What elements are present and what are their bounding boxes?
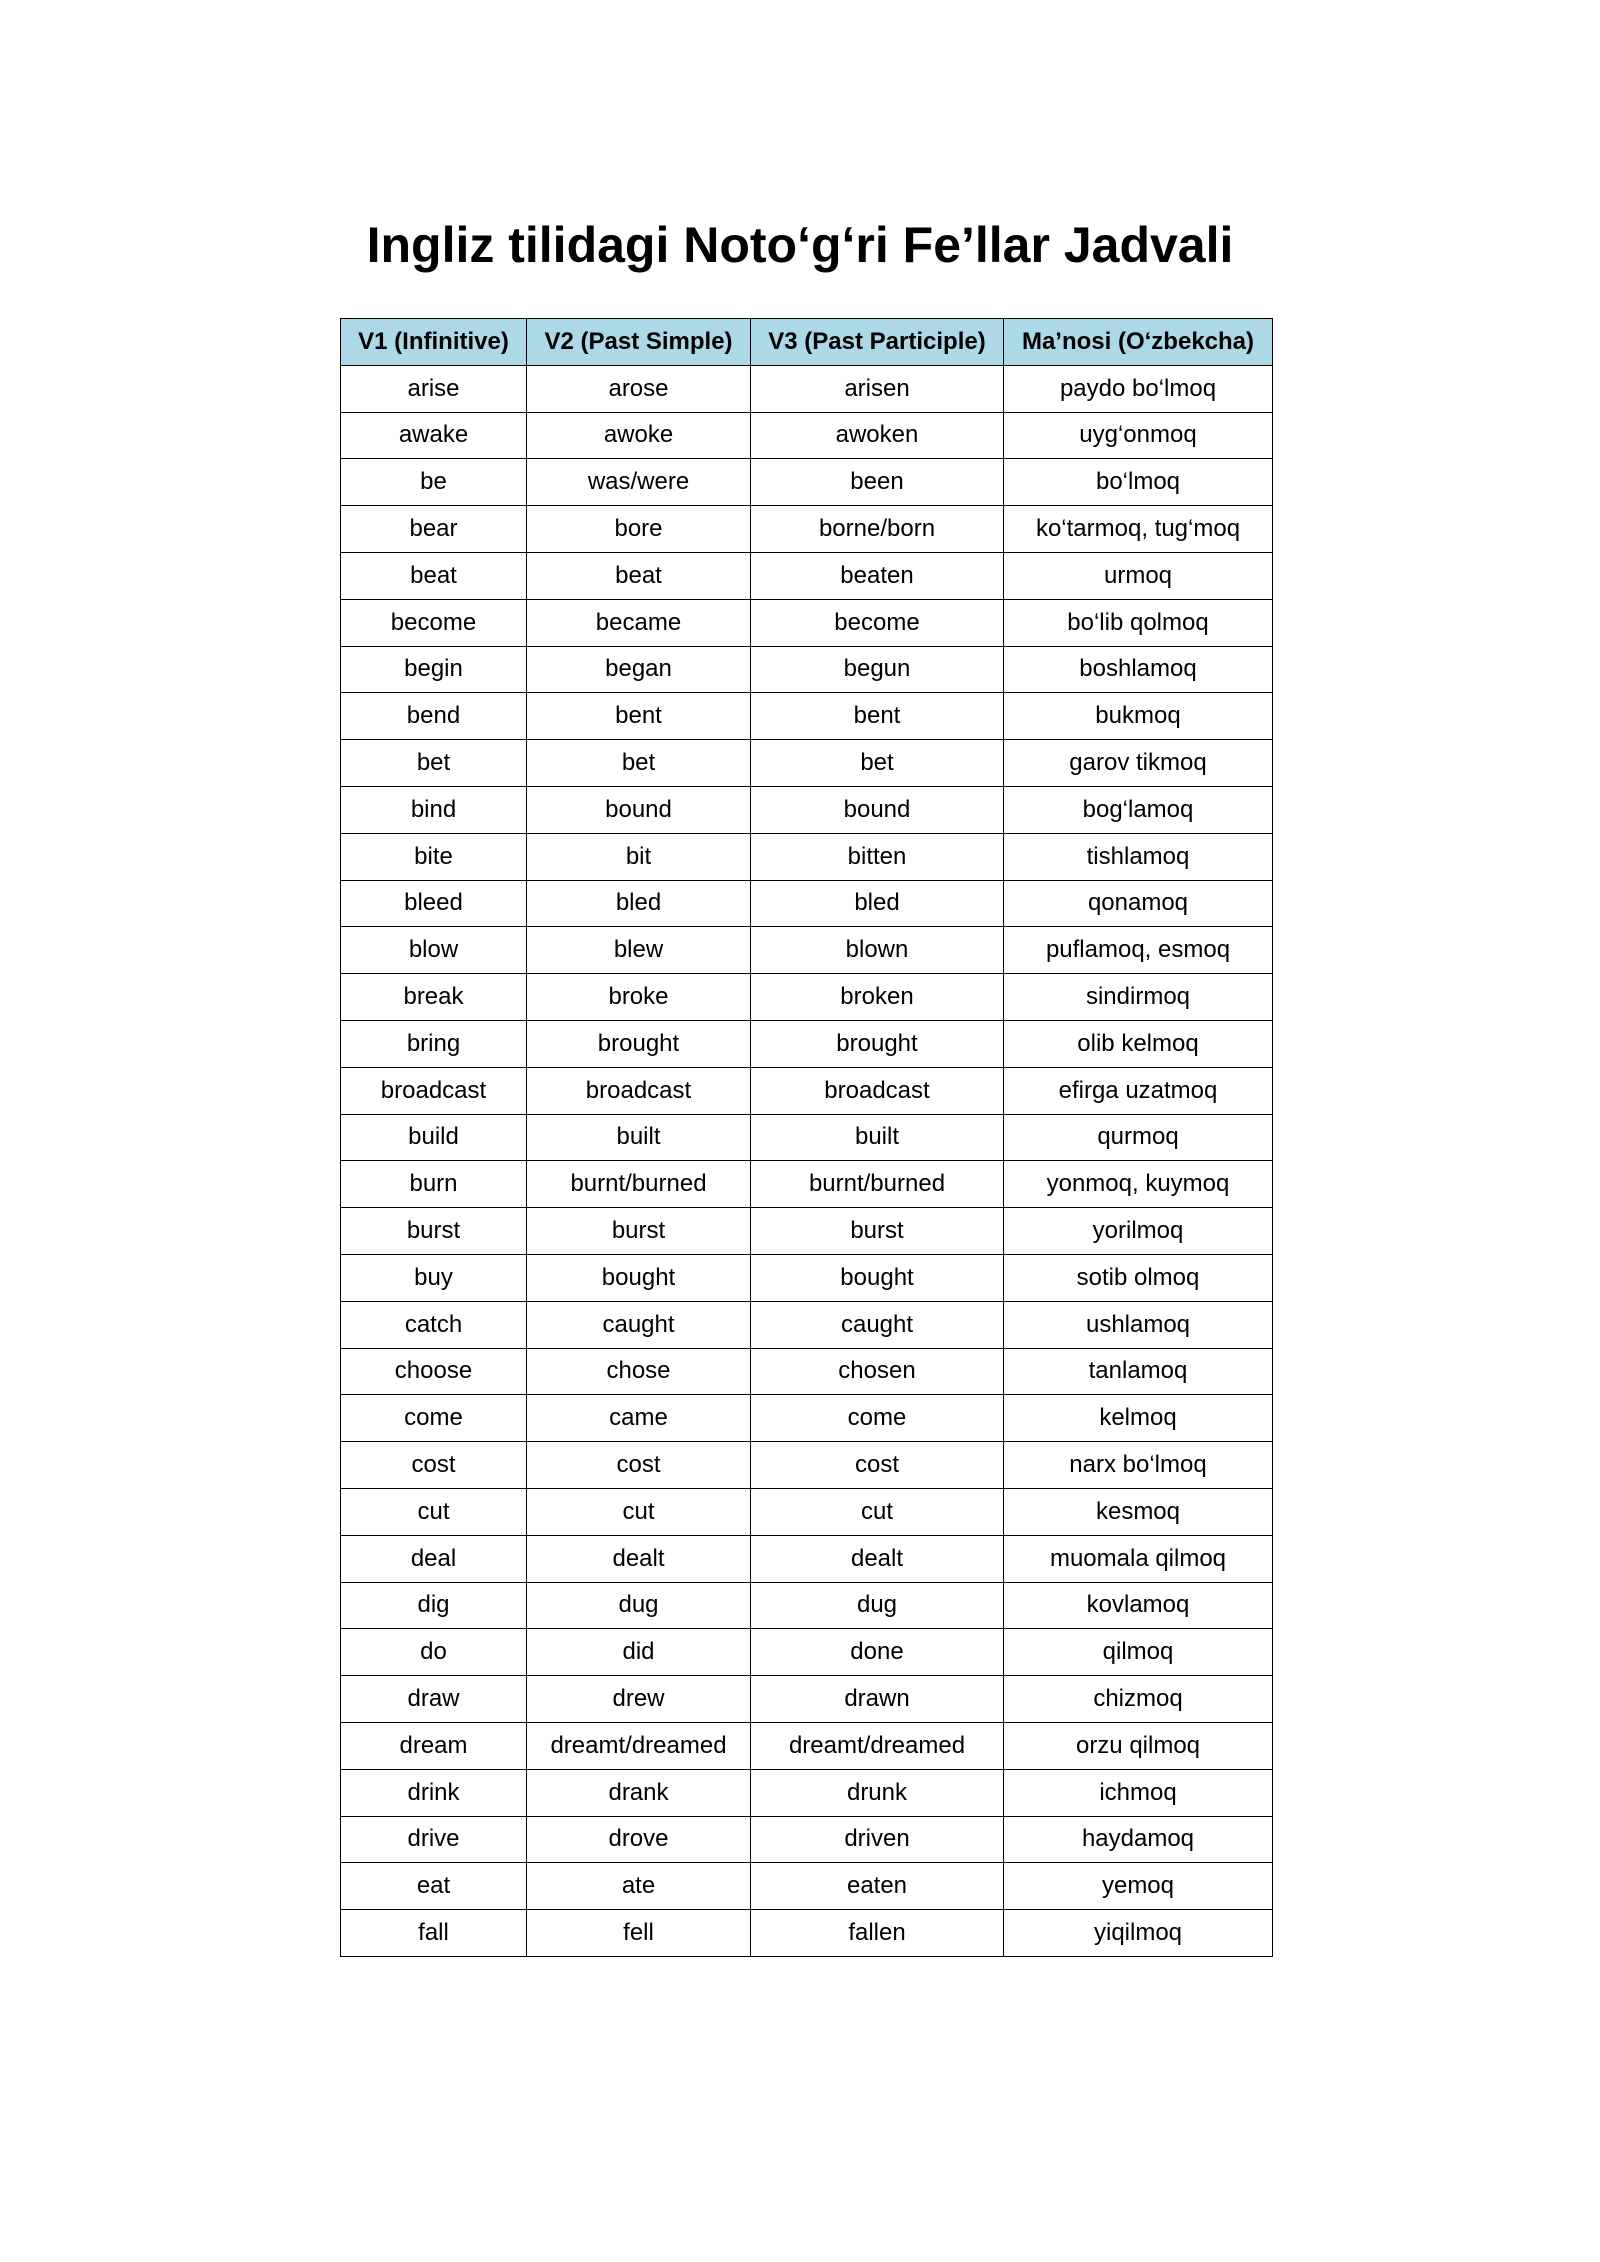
cell-v2: came xyxy=(527,1395,751,1442)
table-header-row xyxy=(341,319,1273,366)
cell-v2: bought xyxy=(527,1254,751,1301)
cell-v1: bend xyxy=(341,693,527,740)
cell-v1: begin xyxy=(341,646,527,693)
cell-v1: bring xyxy=(341,1020,527,1067)
table-row xyxy=(341,1254,1273,1301)
table-row xyxy=(341,1816,1273,1863)
cell-v3: done xyxy=(751,1629,1004,1676)
cell-v2: bet xyxy=(527,740,751,787)
cell-v1: come xyxy=(341,1395,527,1442)
cell-v3: come xyxy=(751,1395,1004,1442)
cell-v1: build xyxy=(341,1114,527,1161)
cell-meaning: yorilmoq xyxy=(1004,1208,1273,1255)
cell-v1: be xyxy=(341,459,527,506)
cell-v2: awoke xyxy=(527,412,751,459)
cell-meaning: efirga uzatmoq xyxy=(1004,1067,1273,1114)
table-row xyxy=(341,1067,1273,1114)
cell-v1: arise xyxy=(341,365,527,412)
cell-meaning: bog‘lamoq xyxy=(1004,786,1273,833)
table-row xyxy=(341,646,1273,693)
cell-v2: drank xyxy=(527,1769,751,1816)
cell-v1: fall xyxy=(341,1910,527,1957)
cell-v3: bet xyxy=(751,740,1004,787)
table-row xyxy=(341,459,1273,506)
cell-v3: broadcast xyxy=(751,1067,1004,1114)
cell-v1: do xyxy=(341,1629,527,1676)
table-row xyxy=(341,1301,1273,1348)
cell-meaning: urmoq xyxy=(1004,552,1273,599)
cell-meaning: yonmoq, kuymoq xyxy=(1004,1161,1273,1208)
cell-v1: catch xyxy=(341,1301,527,1348)
cell-meaning: yemoq xyxy=(1004,1863,1273,1910)
cell-v1: beat xyxy=(341,552,527,599)
cell-v2: bound xyxy=(527,786,751,833)
irregular-verbs-table xyxy=(340,318,1273,1957)
cell-v1: cut xyxy=(341,1488,527,1535)
cell-meaning: olib kelmoq xyxy=(1004,1020,1273,1067)
table-row xyxy=(341,1442,1273,1489)
table-row xyxy=(341,974,1273,1021)
table-row xyxy=(341,693,1273,740)
cell-v3: drunk xyxy=(751,1769,1004,1816)
cell-meaning: uyg‘onmoq xyxy=(1004,412,1273,459)
cell-v1: awake xyxy=(341,412,527,459)
table-row xyxy=(341,786,1273,833)
cell-v2: bit xyxy=(527,833,751,880)
cell-v3: dreamt/dreamed xyxy=(751,1722,1004,1769)
cell-v1: bear xyxy=(341,506,527,553)
cell-meaning: paydo bo‘lmoq xyxy=(1004,365,1273,412)
cell-meaning: bo‘lmoq xyxy=(1004,459,1273,506)
cell-v3: awoken xyxy=(751,412,1004,459)
table-row xyxy=(341,599,1273,646)
table-row xyxy=(341,1769,1273,1816)
cell-v2: burst xyxy=(527,1208,751,1255)
cell-v3: driven xyxy=(751,1816,1004,1863)
cell-v3: burst xyxy=(751,1208,1004,1255)
cell-v3: arisen xyxy=(751,365,1004,412)
cell-v2: cost xyxy=(527,1442,751,1489)
cell-meaning: yiqilmoq xyxy=(1004,1910,1273,1957)
cell-meaning: chizmoq xyxy=(1004,1676,1273,1723)
cell-v3: begun xyxy=(751,646,1004,693)
cell-v3: brought xyxy=(751,1020,1004,1067)
cell-v2: fell xyxy=(527,1910,751,1957)
cell-meaning: kelmoq xyxy=(1004,1395,1273,1442)
cell-v1: become xyxy=(341,599,527,646)
table-row xyxy=(341,1114,1273,1161)
cell-v3: cost xyxy=(751,1442,1004,1489)
cell-meaning: qurmoq xyxy=(1004,1114,1273,1161)
cell-v1: draw xyxy=(341,1676,527,1723)
cell-v2: beat xyxy=(527,552,751,599)
table-row xyxy=(341,1535,1273,1582)
table-row xyxy=(341,1020,1273,1067)
cell-v2: bore xyxy=(527,506,751,553)
cell-v3: burnt/burned xyxy=(751,1161,1004,1208)
cell-v1: blow xyxy=(341,927,527,974)
cell-meaning: sindirmoq xyxy=(1004,974,1273,1021)
cell-meaning: qilmoq xyxy=(1004,1629,1273,1676)
cell-v3: caught xyxy=(751,1301,1004,1348)
cell-v1: deal xyxy=(341,1535,527,1582)
cell-v2: built xyxy=(527,1114,751,1161)
cell-v2: drew xyxy=(527,1676,751,1723)
cell-v3: blown xyxy=(751,927,1004,974)
cell-v3: bent xyxy=(751,693,1004,740)
table-row xyxy=(341,1395,1273,1442)
header-v3: V3 (Past Participle) xyxy=(751,319,1004,366)
cell-v3: borne/born xyxy=(751,506,1004,553)
cell-meaning: boshlamoq xyxy=(1004,646,1273,693)
cell-v2: blew xyxy=(527,927,751,974)
cell-v2: brought xyxy=(527,1020,751,1067)
cell-v1: dream xyxy=(341,1722,527,1769)
cell-meaning: bukmoq xyxy=(1004,693,1273,740)
table-row xyxy=(341,1676,1273,1723)
cell-v1: bleed xyxy=(341,880,527,927)
cell-v3: eaten xyxy=(751,1863,1004,1910)
table-row xyxy=(341,1582,1273,1629)
cell-v1: bite xyxy=(341,833,527,880)
table-row xyxy=(341,1348,1273,1395)
table-row xyxy=(341,1161,1273,1208)
table-row xyxy=(341,833,1273,880)
cell-v1: choose xyxy=(341,1348,527,1395)
cell-v2: became xyxy=(527,599,751,646)
cell-v3: bitten xyxy=(751,833,1004,880)
table-row xyxy=(341,506,1273,553)
cell-v3: bought xyxy=(751,1254,1004,1301)
cell-v2: broke xyxy=(527,974,751,1021)
cell-v3: dealt xyxy=(751,1535,1004,1582)
cell-v1: burst xyxy=(341,1208,527,1255)
cell-v3: broken xyxy=(751,974,1004,1021)
cell-v2: bent xyxy=(527,693,751,740)
cell-v1: bind xyxy=(341,786,527,833)
table-row xyxy=(341,880,1273,927)
table-row xyxy=(341,1629,1273,1676)
cell-v2: caught xyxy=(527,1301,751,1348)
table-row xyxy=(341,1863,1273,1910)
cell-v2: dug xyxy=(527,1582,751,1629)
cell-meaning: narx bo‘lmoq xyxy=(1004,1442,1273,1489)
table-row xyxy=(341,1208,1273,1255)
cell-meaning: kovlamoq xyxy=(1004,1582,1273,1629)
cell-v2: arose xyxy=(527,365,751,412)
cell-meaning: tishlamoq xyxy=(1004,833,1273,880)
cell-meaning: bo‘lib qolmoq xyxy=(1004,599,1273,646)
cell-v1: break xyxy=(341,974,527,1021)
cell-v3: drawn xyxy=(751,1676,1004,1723)
cell-v2: burnt/burned xyxy=(527,1161,751,1208)
cell-v1: broadcast xyxy=(341,1067,527,1114)
cell-meaning: orzu qilmoq xyxy=(1004,1722,1273,1769)
cell-v3: beaten xyxy=(751,552,1004,599)
cell-meaning: garov tikmoq xyxy=(1004,740,1273,787)
cell-meaning: tanlamoq xyxy=(1004,1348,1273,1395)
cell-v1: dig xyxy=(341,1582,527,1629)
cell-v3: fallen xyxy=(751,1910,1004,1957)
header-v2: V2 (Past Simple) xyxy=(527,319,751,366)
cell-v3: cut xyxy=(751,1488,1004,1535)
cell-v3: dug xyxy=(751,1582,1004,1629)
cell-v1: drink xyxy=(341,1769,527,1816)
cell-meaning: muomala qilmoq xyxy=(1004,1535,1273,1582)
table-row xyxy=(341,1488,1273,1535)
cell-v3: built xyxy=(751,1114,1004,1161)
cell-meaning: ko‘tarmoq, tug‘moq xyxy=(1004,506,1273,553)
table-row xyxy=(341,740,1273,787)
cell-v1: drive xyxy=(341,1816,527,1863)
cell-v1: bet xyxy=(341,740,527,787)
table-row xyxy=(341,552,1273,599)
cell-v2: cut xyxy=(527,1488,751,1535)
cell-v3: bled xyxy=(751,880,1004,927)
header-v1: V1 (Infinitive) xyxy=(341,319,527,366)
table-row xyxy=(341,365,1273,412)
cell-v2: dreamt/dreamed xyxy=(527,1722,751,1769)
table-body xyxy=(341,365,1273,1956)
table-row xyxy=(341,1722,1273,1769)
cell-v2: began xyxy=(527,646,751,693)
cell-v2: chose xyxy=(527,1348,751,1395)
cell-v2: drove xyxy=(527,1816,751,1863)
page-title: Ingliz tilidagi Noto‘g‘ri Fe’llar Jadvali xyxy=(366,217,1234,273)
cell-v2: broadcast xyxy=(527,1067,751,1114)
cell-v2: was/were xyxy=(527,459,751,506)
cell-v1: burn xyxy=(341,1161,527,1208)
cell-v3: become xyxy=(751,599,1004,646)
cell-v2: dealt xyxy=(527,1535,751,1582)
cell-v3: been xyxy=(751,459,1004,506)
cell-meaning: ushlamoq xyxy=(1004,1301,1273,1348)
cell-meaning: haydamoq xyxy=(1004,1816,1273,1863)
cell-v1: buy xyxy=(341,1254,527,1301)
table-row xyxy=(341,1910,1273,1957)
header-meaning: Ma’nosi (O‘zbekcha) xyxy=(1004,319,1273,366)
cell-meaning: puflamoq, esmoq xyxy=(1004,927,1273,974)
cell-v3: bound xyxy=(751,786,1004,833)
cell-meaning: kesmoq xyxy=(1004,1488,1273,1535)
cell-meaning: sotib olmoq xyxy=(1004,1254,1273,1301)
table-row xyxy=(341,412,1273,459)
table-row xyxy=(341,927,1273,974)
cell-v2: ate xyxy=(527,1863,751,1910)
cell-meaning: qonamoq xyxy=(1004,880,1273,927)
cell-v2: bled xyxy=(527,880,751,927)
cell-v1: eat xyxy=(341,1863,527,1910)
cell-v3: chosen xyxy=(751,1348,1004,1395)
cell-v1: cost xyxy=(341,1442,527,1489)
cell-v2: did xyxy=(527,1629,751,1676)
cell-meaning: ichmoq xyxy=(1004,1769,1273,1816)
